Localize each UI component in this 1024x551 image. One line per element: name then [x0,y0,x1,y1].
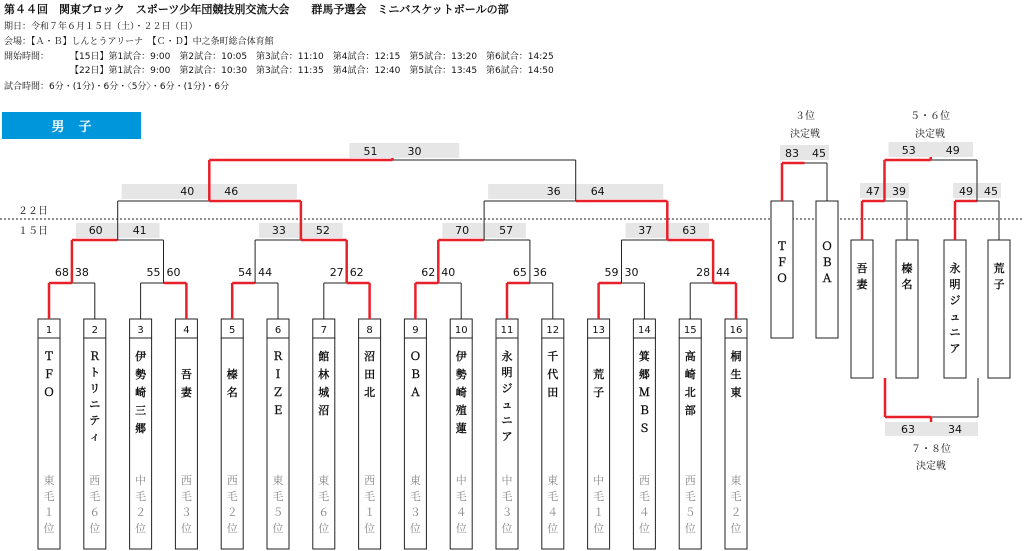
svg-text:２: ２ [135,506,147,519]
team-name-box [896,240,918,378]
score-r1-left: 27 [329,266,344,279]
svg-text:西: 西 [638,474,650,487]
svg-text:毛: 毛 [730,490,742,503]
svg-text:位: 位 [501,522,513,535]
svg-text:崎: 崎 [684,368,696,381]
svg-text:Ｚ: Ｚ [272,386,284,399]
svg-text:子: 子 [593,386,605,399]
start-times-day15: 【15日】第1試合：9:00 第2試合：10:05 第3試合：11:10 第4試合：12:15 第5試合：13:20 第6試合：14:25 [70,52,554,62]
svg-text:永: 永 [501,350,513,363]
svg-text:千: 千 [547,350,559,363]
svg-text:代: 代 [547,368,559,381]
team-number: 8 [366,325,373,336]
score-r2-left: 33 [271,224,286,237]
svg-text:毛: 毛 [684,490,696,503]
svg-text:東: 東 [730,386,742,399]
svg-text:西: 西 [89,474,101,487]
svg-text:５: ５ [684,506,696,519]
svg-text:西: 西 [226,474,238,487]
team-number: 4 [183,325,190,336]
svg-text:城: 城 [318,386,330,399]
team-number: 6 [274,325,282,336]
score-r1-right: 38 [74,266,89,279]
svg-text:東: 東 [318,474,330,487]
svg-text:毛: 毛 [638,490,650,503]
svg-text:Ｅ: Ｅ [272,404,284,417]
team-number: 9 [412,325,419,336]
svg-text:１: １ [43,506,55,519]
svg-text:５: ５ [272,506,284,519]
svg-text:ジ: ジ [949,294,961,307]
fifth-final-score-right: 49 [945,144,960,157]
svg-text:Ｍ: Ｍ [638,386,650,399]
team-name [135,349,147,435]
team-number: 2 [91,325,98,336]
score-final-left: 51 [363,145,378,158]
svg-text:２: ２ [730,506,742,519]
svg-text:４: ４ [638,506,650,519]
svg-text:Ｒ: Ｒ [272,350,284,363]
svg-text:吾: 吾 [856,262,868,275]
svg-text:部: 部 [684,404,696,417]
svg-text:毛: 毛 [135,490,147,503]
event-dates: 期日：令和７年６月１５日（土）・２２日（日） [4,22,198,32]
svg-text:Ｏ: Ｏ [776,272,788,285]
fifth-semi-score-left: 49 [959,185,973,198]
svg-text:位: 位 [409,522,421,535]
score-r1-left: 55 [146,266,161,279]
svg-text:中: 中 [593,474,605,487]
svg-text:Ｆ: Ｆ [43,368,55,381]
svg-text:北: 北 [684,386,696,399]
svg-text:ュ: ュ [949,310,961,323]
svg-text:桐: 桐 [730,350,742,363]
score-r1-right: 36 [532,266,547,279]
svg-text:崎: 崎 [455,386,467,399]
svg-text:位: 位 [638,522,650,535]
svg-text:田: 田 [547,386,559,399]
start-time-label: 開始時間： [4,52,50,62]
svg-text:位: 位 [43,522,55,535]
svg-text:西: 西 [180,474,192,487]
team-name-box [988,240,1010,378]
svg-text:毛: 毛 [180,490,192,503]
svg-text:東: 東 [547,474,559,487]
svg-text:位: 位 [455,522,467,535]
team-number: 14 [638,325,651,336]
svg-text:Ｉ: Ｉ [272,368,284,381]
svg-text:４: ４ [455,506,467,519]
svg-text:東: 東 [43,474,55,487]
svg-text:勢: 勢 [455,368,467,381]
score-r3-left: 40 [180,185,195,198]
svg-text:郷: 郷 [135,422,147,435]
svg-text:位: 位 [272,522,284,535]
team-name-box [816,201,838,338]
svg-text:毛: 毛 [226,490,238,503]
third-place-score-left: 83 [785,147,799,160]
svg-text:毛: 毛 [364,490,376,503]
team-name-box [851,240,873,378]
svg-text:ア: ア [949,342,961,355]
team-number: 5 [229,325,236,336]
third-place-label: ３位 [795,111,815,122]
team-number: 15 [683,325,697,336]
team-name [822,240,833,285]
svg-text:榛: 榛 [226,368,238,381]
team-name-box [944,240,966,378]
svg-text:蓮: 蓮 [455,422,467,435]
svg-text:Ｏ: Ｏ [409,350,421,363]
svg-text:毛: 毛 [318,490,330,503]
team-name [639,349,650,435]
score-r1-left: 62 [421,266,436,279]
score-r2-right: 52 [315,224,330,237]
svg-text:位: 位 [684,522,696,535]
svg-text:６: ６ [318,506,330,519]
svg-text:林: 林 [318,368,330,381]
svg-text:伊: 伊 [455,350,467,363]
svg-text:沼: 沼 [364,350,376,363]
score-r2-right: 63 [682,224,697,237]
fifth-final-score-left: 53 [901,144,916,157]
svg-text:東: 東 [730,474,742,487]
team-name [410,350,421,399]
team-number: 11 [500,325,514,336]
svg-text:東: 東 [272,474,284,487]
score-r1-right: 40 [441,266,456,279]
svg-text:子: 子 [993,278,1005,291]
svg-text:Ａ: Ａ [821,272,833,285]
svg-text:６: ６ [89,506,101,519]
svg-text:３: ３ [409,506,421,519]
svg-text:４: ４ [547,506,559,519]
svg-text:２: ２ [226,506,238,519]
svg-text:ニ: ニ [501,414,513,427]
team-number: 7 [320,325,327,336]
svg-text:三: 三 [135,404,147,417]
seventh-score-left: 63 [901,423,915,436]
svg-text:位: 位 [226,522,238,535]
score-r1-left: 68 [54,266,69,279]
score-final-right: 30 [407,145,422,158]
svg-text:毛: 毛 [272,490,284,503]
svg-text:殖: 殖 [455,404,467,417]
svg-text:位: 位 [318,522,330,535]
svg-text:ジ: ジ [501,382,513,395]
svg-text:Ｒ: Ｒ [89,350,101,363]
team-name [777,240,788,285]
score-r3-right: 46 [224,185,239,198]
svg-text:永: 永 [949,262,961,275]
seventh-place-label: ７・８位 [911,444,951,455]
svg-text:位: 位 [364,522,376,535]
svg-text:箕: 箕 [638,350,650,363]
svg-text:位: 位 [135,522,147,535]
tournament-title: 第４４回 関東ブロック スポーツ少年団競技別交流大会 群馬予選会 ミニバスケットボールの部 [4,3,509,16]
svg-text:館: 館 [318,350,330,363]
svg-text:ア: ア [501,430,513,443]
svg-text:Ｂ: Ｂ [638,404,650,417]
score-r1-right: 60 [166,266,181,279]
team-number: 13 [592,325,605,336]
svg-text:毛: 毛 [409,490,421,503]
svg-text:テ: テ [89,414,101,427]
svg-text:Ｏ: Ｏ [43,386,55,399]
score-r3-right: 64 [590,185,605,198]
score-r2-right: 41 [132,224,147,237]
svg-text:明: 明 [501,366,513,379]
svg-text:ニ: ニ [949,326,961,339]
svg-text:Ｓ: Ｓ [638,422,650,435]
svg-text:荒: 荒 [993,262,1005,275]
svg-text:伊: 伊 [135,350,147,363]
svg-text:吾: 吾 [180,368,192,381]
svg-text:ィ: ィ [89,430,101,443]
score-r1-right: 44 [716,266,731,279]
svg-text:Ｂ: Ｂ [409,368,421,381]
score-r1-left: 59 [604,266,619,279]
svg-text:西: 西 [684,474,696,487]
fifth-semi-score-right: 39 [892,185,906,198]
team-number: 1 [45,325,53,336]
svg-text:Ａ: Ａ [409,386,421,399]
score-r2-left: 60 [88,224,103,237]
svg-text:西: 西 [364,474,376,487]
svg-text:生: 生 [730,368,742,381]
team-number: 3 [137,325,144,336]
svg-text:リ: リ [89,382,101,395]
svg-text:毛: 毛 [455,490,467,503]
score-r1-right: 44 [258,266,273,279]
svg-text:１: １ [593,506,605,519]
start-times-day22: 【22日】第1試合：9:00 第2試合：10:30 第3試合：11:35 第4試合：12:40 第5試合：13:45 第6試合：14:50 [70,66,554,76]
team-name [730,349,742,399]
team-name [456,349,468,435]
svg-text:妻: 妻 [180,386,192,399]
game-time-format: 試合時間：6分・(1分)・6分・〈5分〉・6分・(1分)・6分 [4,82,230,92]
team-name [364,350,375,399]
team-number: 16 [729,325,743,336]
svg-text:勢: 勢 [135,368,147,381]
fifth-place-sublabel: 決定戦 [915,129,945,140]
team-name-box [771,201,793,338]
score-r2-left: 70 [455,224,470,237]
score-r1-left: 65 [512,266,527,279]
score-r1-left: 54 [238,266,253,279]
svg-text:荒: 荒 [593,368,605,381]
svg-text:位: 位 [89,522,101,535]
svg-text:妻: 妻 [856,278,868,291]
svg-text:毛: 毛 [501,490,513,503]
score-r3-left: 36 [546,185,561,198]
score-r2-right: 57 [499,224,514,237]
event-venue: 会場：【Ａ・Ｂ】しんとうアリーナ 【Ｃ・Ｄ】中之条町総合体育館 [4,37,274,47]
svg-text:ト: ト [89,366,101,379]
fifth-semi-score-right: 45 [984,185,998,198]
svg-text:中: 中 [135,474,147,487]
division-tab-boys: 男子 [2,112,141,139]
svg-text:高: 高 [684,350,696,363]
svg-text:Ｂ: Ｂ [821,256,833,269]
svg-text:位: 位 [547,522,559,535]
svg-text:毛: 毛 [547,490,559,503]
svg-text:位: 位 [730,522,742,535]
svg-text:Ｔ: Ｔ [43,350,55,363]
svg-text:位: 位 [180,522,192,535]
svg-text:位: 位 [593,522,605,535]
score-cell [885,422,978,436]
svg-text:Ｆ: Ｆ [776,256,788,269]
svg-text:東: 東 [409,474,421,487]
svg-text:名: 名 [226,386,238,399]
team-number: 12 [546,325,560,336]
fifth-place-label: ５・６位 [910,111,950,122]
team-name [547,349,559,399]
third-place-sublabel: 決定戦 [790,129,820,140]
svg-text:毛: 毛 [593,490,605,503]
svg-text:田: 田 [364,368,376,381]
score-r1-right: 62 [349,266,364,279]
team-number: 10 [454,325,468,336]
svg-text:Ｔ: Ｔ [776,240,788,253]
svg-text:１: １ [364,506,376,519]
score-r2-left: 37 [638,224,653,237]
svg-text:郷: 郷 [638,368,650,381]
svg-text:中: 中 [455,474,467,487]
team-name [44,350,55,399]
svg-text:Ｏ: Ｏ [821,240,833,253]
svg-text:明: 明 [949,278,961,291]
seventh-score-right: 34 [948,423,962,436]
svg-text:名: 名 [901,278,913,291]
svg-text:ュ: ュ [501,398,513,411]
svg-text:北: 北 [364,386,376,399]
svg-text:毛: 毛 [43,490,55,503]
score-r1-left: 28 [696,266,711,279]
svg-text:中: 中 [501,474,513,487]
svg-text:３: ３ [180,506,192,519]
svg-text:沼: 沼 [318,404,330,417]
day-label-15: １５日 [18,226,48,237]
seventh-place-sublabel: 決定戦 [916,461,946,472]
day-label-22: ２２日 [18,206,48,217]
score-r1-right: 30 [624,266,639,279]
svg-text:榛: 榛 [901,262,913,275]
svg-text:３: ３ [501,506,513,519]
svg-text:崎: 崎 [135,386,147,399]
svg-text:毛: 毛 [89,490,101,503]
svg-text:ニ: ニ [89,398,101,411]
third-place-score-right: 45 [812,147,826,160]
fifth-semi-score-left: 47 [866,185,880,198]
